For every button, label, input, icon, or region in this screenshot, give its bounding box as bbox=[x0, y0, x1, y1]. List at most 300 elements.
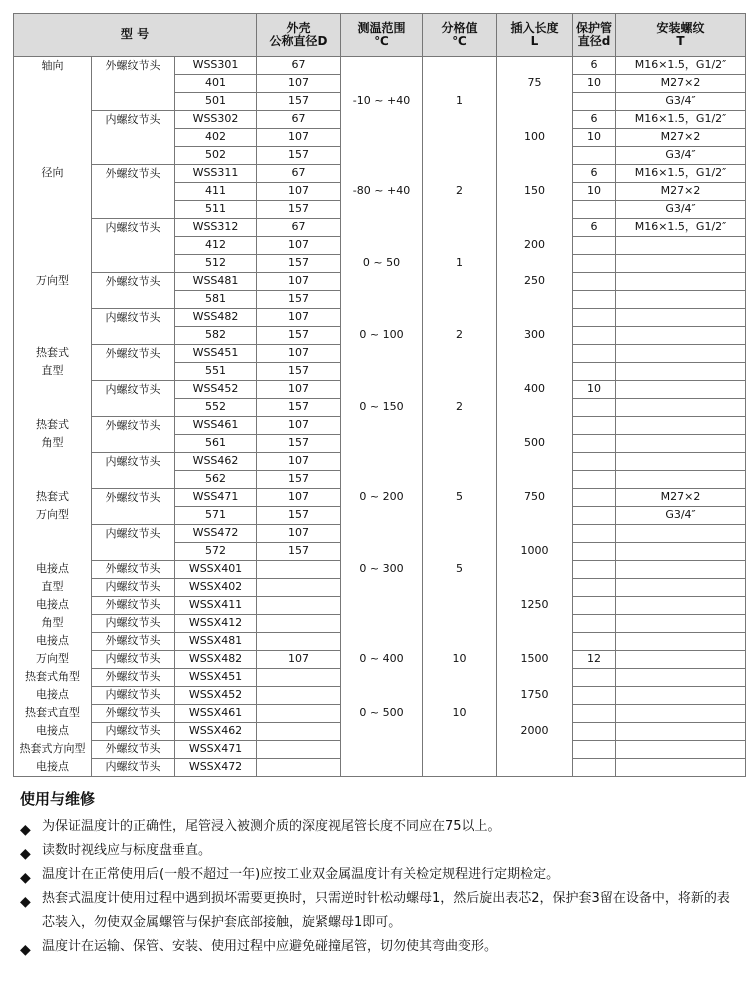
insert-length-cell bbox=[497, 561, 573, 579]
thread-cell: G3/4″ bbox=[616, 201, 746, 219]
division-cell bbox=[423, 345, 497, 363]
connector-cell: 外螺纹节头 bbox=[92, 597, 175, 615]
connector-cell: 内螺纹节头 bbox=[92, 309, 175, 327]
division-cell bbox=[423, 759, 497, 777]
type-cell: 热套式角型 bbox=[14, 669, 92, 687]
thread-cell: M16×1.5，G1/2″ bbox=[616, 165, 746, 183]
shell-diameter-cell: 157 bbox=[257, 471, 341, 489]
type-cell: 角型 bbox=[14, 615, 92, 633]
connector-cell: 外螺纹节头 bbox=[92, 57, 175, 75]
shell-diameter-cell: 157 bbox=[257, 399, 341, 417]
type-cell bbox=[14, 291, 92, 309]
table-row bbox=[14, 309, 746, 327]
insert-length-cell bbox=[497, 345, 573, 363]
tube-diameter-cell bbox=[573, 489, 616, 507]
temp-range-cell bbox=[341, 579, 423, 597]
model-cell: WSSX481 bbox=[175, 633, 257, 651]
shell-diameter-cell bbox=[257, 579, 341, 597]
thread-cell bbox=[616, 417, 746, 435]
insert-length-cell bbox=[497, 147, 573, 165]
insert-length-cell: 250 bbox=[497, 273, 573, 291]
model-cell: WSSX462 bbox=[175, 723, 257, 741]
model-cell: 502 bbox=[175, 147, 257, 165]
model-cell: 411 bbox=[175, 183, 257, 201]
model-cell: WSS301 bbox=[175, 57, 257, 75]
connector-cell: 内螺纹节头 bbox=[92, 453, 175, 471]
thread-cell bbox=[616, 579, 746, 597]
table-row bbox=[14, 129, 746, 147]
shell-diameter-cell: 107 bbox=[257, 525, 341, 543]
tube-diameter-cell bbox=[573, 237, 616, 255]
division-cell: 10 bbox=[423, 651, 497, 669]
type-cell: 轴向 bbox=[14, 57, 92, 75]
shell-diameter-cell: 107 bbox=[257, 417, 341, 435]
type-cell: 径向 bbox=[14, 165, 92, 183]
division-cell bbox=[423, 615, 497, 633]
division-cell: 1 bbox=[423, 93, 497, 111]
shell-diameter-cell: 157 bbox=[257, 507, 341, 525]
division-cell bbox=[423, 111, 497, 129]
type-cell: 电接点 bbox=[14, 759, 92, 777]
type-cell bbox=[14, 237, 92, 255]
insert-length-cell bbox=[497, 705, 573, 723]
table-row bbox=[14, 165, 746, 183]
connector-cell: 内螺纹节头 bbox=[92, 111, 175, 129]
insert-length-cell: 200 bbox=[497, 237, 573, 255]
model-cell: WSSX412 bbox=[175, 615, 257, 633]
type-cell bbox=[14, 255, 92, 273]
thread-cell bbox=[616, 291, 746, 309]
type-cell bbox=[14, 309, 92, 327]
insert-length-cell bbox=[497, 93, 573, 111]
usage-note: ◆ 为保证温度计的正确性，尾管浸入被测介质的深度视尾管长度不同应在75以上。 bbox=[20, 815, 735, 839]
temp-range-cell bbox=[341, 507, 423, 525]
connector-cell bbox=[92, 327, 175, 345]
shell-diameter-cell: 107 bbox=[257, 651, 341, 669]
insert-length-cell bbox=[497, 399, 573, 417]
insert-length-cell bbox=[497, 219, 573, 237]
temp-range-cell bbox=[341, 633, 423, 651]
tube-diameter-cell bbox=[573, 345, 616, 363]
shell-diameter-cell: 67 bbox=[257, 57, 341, 75]
model-cell: 402 bbox=[175, 129, 257, 147]
type-cell bbox=[14, 93, 92, 111]
type-cell: 万向型 bbox=[14, 273, 92, 291]
insert-length-cell bbox=[497, 417, 573, 435]
type-cell bbox=[14, 381, 92, 399]
insert-length-cell bbox=[497, 165, 573, 183]
temp-range-cell bbox=[341, 741, 423, 759]
division-cell: 5 bbox=[423, 561, 497, 579]
model-cell: WSS311 bbox=[175, 165, 257, 183]
table-row bbox=[14, 399, 746, 417]
tube-diameter-cell bbox=[573, 561, 616, 579]
shell-diameter-cell: 157 bbox=[257, 327, 341, 345]
shell-diameter-cell: 107 bbox=[257, 381, 341, 399]
insert-length-cell bbox=[497, 507, 573, 525]
temp-range-cell bbox=[341, 219, 423, 237]
insert-length-cell: 150 bbox=[497, 183, 573, 201]
connector-cell bbox=[92, 183, 175, 201]
insert-length-cell: 75 bbox=[497, 75, 573, 93]
insert-length-cell bbox=[497, 615, 573, 633]
table-row bbox=[14, 93, 746, 111]
type-cell: 万向型 bbox=[14, 507, 92, 525]
insert-length-cell bbox=[497, 255, 573, 273]
type-cell bbox=[14, 75, 92, 93]
type-cell: 热套式 bbox=[14, 345, 92, 363]
division-cell: 5 bbox=[423, 489, 497, 507]
header-temp-range: 测温范围 ℃ bbox=[341, 14, 423, 57]
connector-cell: 内螺纹节头 bbox=[92, 525, 175, 543]
type-cell: 直型 bbox=[14, 579, 92, 597]
table-row bbox=[14, 651, 746, 669]
connector-cell bbox=[92, 507, 175, 525]
thread-cell bbox=[616, 525, 746, 543]
division-cell bbox=[423, 165, 497, 183]
table-row bbox=[14, 633, 746, 651]
division-cell: 10 bbox=[423, 705, 497, 723]
table-row bbox=[14, 561, 746, 579]
diamond-bullet-icon: ◆ bbox=[20, 822, 31, 838]
temp-range-cell bbox=[341, 129, 423, 147]
connector-cell: 外螺纹节头 bbox=[92, 417, 175, 435]
division-cell: 2 bbox=[423, 399, 497, 417]
shell-diameter-cell: 107 bbox=[257, 309, 341, 327]
insert-length-cell bbox=[497, 363, 573, 381]
insert-length-cell bbox=[497, 291, 573, 309]
model-cell: 401 bbox=[175, 75, 257, 93]
shell-diameter-cell: 157 bbox=[257, 363, 341, 381]
thread-cell bbox=[616, 273, 746, 291]
model-cell: 552 bbox=[175, 399, 257, 417]
insert-length-cell: 1250 bbox=[497, 597, 573, 615]
table-row bbox=[14, 417, 746, 435]
connector-cell: 外螺纹节头 bbox=[92, 633, 175, 651]
model-cell: WSSX401 bbox=[175, 561, 257, 579]
thread-cell bbox=[616, 651, 746, 669]
table-row bbox=[14, 759, 746, 777]
connector-cell: 内螺纹节头 bbox=[92, 651, 175, 669]
thread-cell bbox=[616, 309, 746, 327]
model-cell: WSSX482 bbox=[175, 651, 257, 669]
tube-diameter-cell bbox=[573, 507, 616, 525]
model-cell: WSS482 bbox=[175, 309, 257, 327]
spec-table-body bbox=[14, 57, 746, 777]
division-cell: 1 bbox=[423, 255, 497, 273]
usage-note: ◆ 温度计在正常使用后(一般不超过一年)应按工业双金属温度计有关检定规程进行定期检定。 bbox=[20, 863, 735, 887]
insert-length-cell bbox=[497, 759, 573, 777]
thread-cell bbox=[616, 723, 746, 741]
temp-range-cell bbox=[341, 615, 423, 633]
insert-length-cell bbox=[497, 579, 573, 597]
shell-diameter-cell: 67 bbox=[257, 219, 341, 237]
temp-range-cell bbox=[341, 471, 423, 489]
thread-cell: M27×2 bbox=[616, 183, 746, 201]
tube-diameter-cell bbox=[573, 201, 616, 219]
connector-cell bbox=[92, 129, 175, 147]
model-cell: WSSX461 bbox=[175, 705, 257, 723]
tube-diameter-cell bbox=[573, 741, 616, 759]
type-cell: 电接点 bbox=[14, 687, 92, 705]
model-cell: WSSX402 bbox=[175, 579, 257, 597]
temp-range-cell bbox=[341, 687, 423, 705]
thread-cell bbox=[616, 759, 746, 777]
temp-range-cell: 0 ~ 300 bbox=[341, 561, 423, 579]
temp-range-cell: -10 ~ +40 bbox=[341, 93, 423, 111]
model-cell: WSS462 bbox=[175, 453, 257, 471]
tube-diameter-cell: 12 bbox=[573, 651, 616, 669]
model-cell: WSSX411 bbox=[175, 597, 257, 615]
shell-diameter-cell bbox=[257, 561, 341, 579]
tube-diameter-cell bbox=[573, 597, 616, 615]
temp-range-cell bbox=[341, 165, 423, 183]
division-cell bbox=[423, 309, 497, 327]
thread-cell: M16×1.5，G1/2″ bbox=[616, 57, 746, 75]
model-cell: WSSX451 bbox=[175, 669, 257, 687]
connector-cell: 内螺纹节头 bbox=[92, 723, 175, 741]
shell-diameter-cell: 157 bbox=[257, 543, 341, 561]
model-cell: WSS302 bbox=[175, 111, 257, 129]
thread-cell bbox=[616, 237, 746, 255]
tube-diameter-cell bbox=[573, 453, 616, 471]
division-cell bbox=[423, 273, 497, 291]
thread-cell bbox=[616, 363, 746, 381]
type-cell: 直型 bbox=[14, 363, 92, 381]
tube-diameter-cell: 10 bbox=[573, 381, 616, 399]
shell-diameter-cell bbox=[257, 687, 341, 705]
insert-length-cell: 300 bbox=[497, 327, 573, 345]
thread-cell bbox=[616, 471, 746, 489]
table-row bbox=[14, 669, 746, 687]
usage-note: ◆ 温度计在运输、保管、安装、使用过程中应避免碰撞尾管，切勿使其弯曲变形。 bbox=[20, 935, 735, 959]
type-cell: 电接点 bbox=[14, 723, 92, 741]
temp-range-cell bbox=[341, 417, 423, 435]
division-cell bbox=[423, 453, 497, 471]
table-row bbox=[14, 147, 746, 165]
temp-range-cell bbox=[341, 291, 423, 309]
temp-range-cell bbox=[341, 237, 423, 255]
tube-diameter-cell bbox=[573, 399, 616, 417]
table-row bbox=[14, 201, 746, 219]
tube-diameter-cell: 6 bbox=[573, 165, 616, 183]
connector-cell: 内螺纹节头 bbox=[92, 615, 175, 633]
tube-diameter-cell bbox=[573, 669, 616, 687]
insert-length-cell: 1500 bbox=[497, 651, 573, 669]
model-cell: 412 bbox=[175, 237, 257, 255]
shell-diameter-cell bbox=[257, 723, 341, 741]
shell-diameter-cell: 157 bbox=[257, 147, 341, 165]
temp-range-cell bbox=[341, 75, 423, 93]
model-cell: 571 bbox=[175, 507, 257, 525]
division-cell bbox=[423, 471, 497, 489]
shell-diameter-cell: 67 bbox=[257, 165, 341, 183]
thread-cell: M27×2 bbox=[616, 75, 746, 93]
insert-length-cell bbox=[497, 453, 573, 471]
temp-range-cell bbox=[341, 201, 423, 219]
type-cell: 万向型 bbox=[14, 651, 92, 669]
division-cell bbox=[423, 507, 497, 525]
temp-range-cell bbox=[341, 543, 423, 561]
connector-cell: 外螺纹节头 bbox=[92, 561, 175, 579]
thread-cell bbox=[616, 435, 746, 453]
model-cell: 581 bbox=[175, 291, 257, 309]
thread-cell bbox=[616, 327, 746, 345]
tube-diameter-cell bbox=[573, 255, 616, 273]
division-cell bbox=[423, 201, 497, 219]
shell-diameter-cell bbox=[257, 669, 341, 687]
division-cell bbox=[423, 75, 497, 93]
insert-length-cell bbox=[497, 471, 573, 489]
thread-cell bbox=[616, 255, 746, 273]
type-cell bbox=[14, 525, 92, 543]
insert-length-cell bbox=[497, 633, 573, 651]
division-cell bbox=[423, 291, 497, 309]
temp-range-cell bbox=[341, 669, 423, 687]
division-cell bbox=[423, 669, 497, 687]
connector-cell: 内螺纹节头 bbox=[92, 687, 175, 705]
thread-cell bbox=[616, 633, 746, 651]
type-cell bbox=[14, 201, 92, 219]
type-cell: 热套式方向型 bbox=[14, 741, 92, 759]
connector-cell bbox=[92, 237, 175, 255]
header-shell-diameter: 外壳 公称直径D bbox=[257, 14, 341, 57]
type-cell: 热套式直型 bbox=[14, 705, 92, 723]
table-row bbox=[14, 255, 746, 273]
insert-length-cell: 400 bbox=[497, 381, 573, 399]
division-cell bbox=[423, 525, 497, 543]
shell-diameter-cell: 107 bbox=[257, 129, 341, 147]
type-cell: 电接点 bbox=[14, 597, 92, 615]
type-cell: 电接点 bbox=[14, 633, 92, 651]
table-row bbox=[14, 741, 746, 759]
usage-note: ◆ 读数时视线应与标度盘垂直。 bbox=[20, 839, 735, 863]
shell-diameter-cell: 107 bbox=[257, 273, 341, 291]
model-cell: WSS472 bbox=[175, 525, 257, 543]
temp-range-cell bbox=[341, 345, 423, 363]
shell-diameter-cell: 157 bbox=[257, 435, 341, 453]
connector-cell bbox=[92, 147, 175, 165]
division-cell bbox=[423, 723, 497, 741]
insert-length-cell: 500 bbox=[497, 435, 573, 453]
tube-diameter-cell bbox=[573, 525, 616, 543]
temp-range-cell bbox=[341, 525, 423, 543]
table-row bbox=[14, 273, 746, 291]
temp-range-cell bbox=[341, 147, 423, 165]
model-cell: WSSX452 bbox=[175, 687, 257, 705]
insert-length-cell bbox=[497, 57, 573, 75]
header-division: 分格值 ℃ bbox=[423, 14, 497, 57]
shell-diameter-cell: 107 bbox=[257, 345, 341, 363]
header-tube-diameter: 保护管 直径d bbox=[573, 14, 616, 57]
connector-cell: 外螺纹节头 bbox=[92, 705, 175, 723]
shell-diameter-cell bbox=[257, 705, 341, 723]
tube-diameter-cell bbox=[573, 363, 616, 381]
shell-diameter-cell: 67 bbox=[257, 111, 341, 129]
connector-cell bbox=[92, 291, 175, 309]
division-cell bbox=[423, 219, 497, 237]
shell-diameter-cell: 107 bbox=[257, 237, 341, 255]
connector-cell: 内螺纹节头 bbox=[92, 381, 175, 399]
insert-length-cell: 100 bbox=[497, 129, 573, 147]
thread-cell: M16×1.5，G1/2″ bbox=[616, 111, 746, 129]
shell-diameter-cell: 157 bbox=[257, 201, 341, 219]
model-cell: 501 bbox=[175, 93, 257, 111]
model-cell: 561 bbox=[175, 435, 257, 453]
tube-diameter-cell bbox=[573, 759, 616, 777]
division-cell bbox=[423, 687, 497, 705]
model-cell: WSSX472 bbox=[175, 759, 257, 777]
thread-cell bbox=[616, 705, 746, 723]
shell-diameter-cell bbox=[257, 741, 341, 759]
shell-diameter-cell bbox=[257, 597, 341, 615]
temp-range-cell bbox=[341, 759, 423, 777]
tube-diameter-cell bbox=[573, 579, 616, 597]
connector-cell bbox=[92, 363, 175, 381]
insert-length-cell bbox=[497, 309, 573, 327]
header-insert-length: 插入长度 L bbox=[497, 14, 573, 57]
table-row bbox=[14, 219, 746, 237]
tube-diameter-cell bbox=[573, 723, 616, 741]
thread-cell bbox=[616, 381, 746, 399]
model-cell: WSS461 bbox=[175, 417, 257, 435]
model-cell: WSSX471 bbox=[175, 741, 257, 759]
connector-cell: 外螺纹节头 bbox=[92, 669, 175, 687]
table-row bbox=[14, 471, 746, 489]
table-row bbox=[14, 579, 746, 597]
shell-diameter-cell: 107 bbox=[257, 183, 341, 201]
connector-cell bbox=[92, 93, 175, 111]
insert-length-cell: 1750 bbox=[497, 687, 573, 705]
insert-length-cell: 1000 bbox=[497, 543, 573, 561]
shell-diameter-cell bbox=[257, 759, 341, 777]
table-row bbox=[14, 57, 746, 75]
connector-cell: 外螺纹节头 bbox=[92, 741, 175, 759]
table-row bbox=[14, 507, 746, 525]
division-cell bbox=[423, 381, 497, 399]
temp-range-cell: 0 ~ 50 bbox=[341, 255, 423, 273]
model-cell: 562 bbox=[175, 471, 257, 489]
thread-cell: G3/4″ bbox=[616, 147, 746, 165]
thread-cell: M27×2 bbox=[616, 489, 746, 507]
tube-diameter-cell: 6 bbox=[573, 219, 616, 237]
thread-cell bbox=[616, 399, 746, 417]
division-cell bbox=[423, 543, 497, 561]
type-cell bbox=[14, 453, 92, 471]
table-row bbox=[14, 75, 746, 93]
tube-diameter-cell bbox=[573, 687, 616, 705]
table-row bbox=[14, 723, 746, 741]
division-cell bbox=[423, 435, 497, 453]
table-row bbox=[14, 345, 746, 363]
temp-range-cell: 0 ~ 200 bbox=[341, 489, 423, 507]
type-cell bbox=[14, 183, 92, 201]
connector-cell: 内螺纹节头 bbox=[92, 219, 175, 237]
type-cell bbox=[14, 399, 92, 417]
table-row bbox=[14, 597, 746, 615]
thread-cell bbox=[616, 345, 746, 363]
division-cell: 2 bbox=[423, 183, 497, 201]
insert-length-cell bbox=[497, 525, 573, 543]
connector-cell bbox=[92, 75, 175, 93]
type-cell bbox=[14, 543, 92, 561]
division-cell bbox=[423, 633, 497, 651]
tube-diameter-cell bbox=[573, 435, 616, 453]
tube-diameter-cell: 10 bbox=[573, 75, 616, 93]
model-cell: 572 bbox=[175, 543, 257, 561]
insert-length-cell bbox=[497, 741, 573, 759]
shell-diameter-cell bbox=[257, 633, 341, 651]
